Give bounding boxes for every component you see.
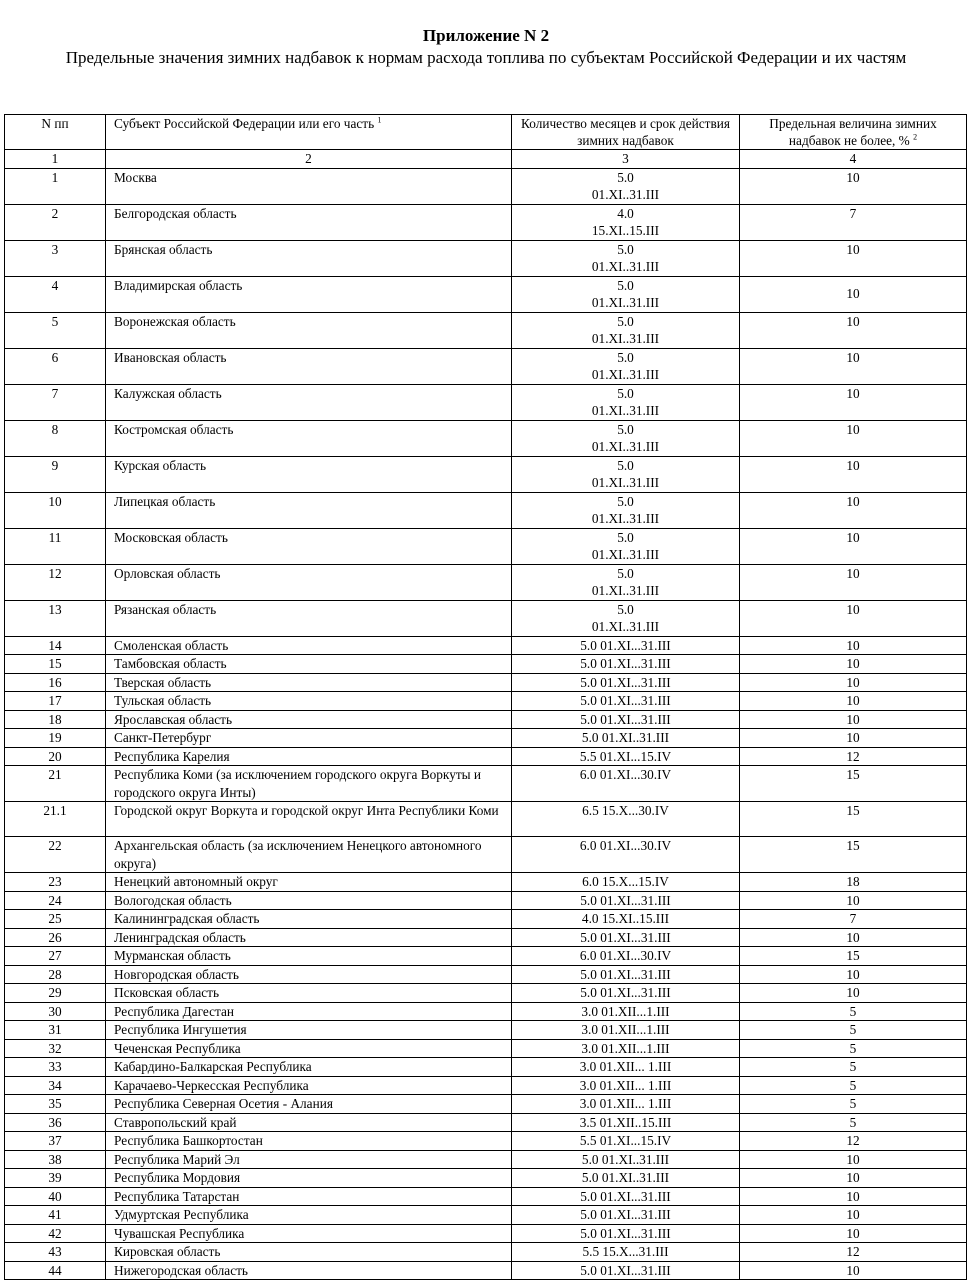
table-row bbox=[5, 204, 967, 240]
subject-name: Республика Северная Осетия - Алания bbox=[106, 1095, 512, 1114]
validity-period: 15.XI..15.III bbox=[591, 223, 660, 238]
months-count: 5.0 bbox=[617, 169, 634, 185]
table-row bbox=[5, 564, 967, 600]
winter-term: 5.0 01.XI...31.III bbox=[512, 655, 740, 674]
row-number: 24 bbox=[5, 891, 106, 910]
row-number: 9 bbox=[5, 456, 106, 492]
table-row bbox=[5, 600, 967, 636]
table-row bbox=[5, 965, 967, 984]
max-surcharge-value: 10 bbox=[740, 965, 967, 984]
subject-name: Карачаево-Черкесская Республика bbox=[106, 1076, 512, 1095]
winter-term bbox=[512, 492, 740, 528]
table-header-row bbox=[5, 115, 967, 150]
row-number: 21.1 bbox=[5, 802, 106, 837]
winter-term: 5.0 01.XI..31.III bbox=[512, 729, 740, 748]
max-surcharge-value: 10 bbox=[740, 1187, 967, 1206]
subject-name: Курская область bbox=[106, 456, 512, 492]
months-count: 5.0 bbox=[617, 349, 634, 365]
table-row bbox=[5, 910, 967, 929]
max-surcharge-value: 10 bbox=[740, 1224, 967, 1243]
max-surcharge-value: 18 bbox=[740, 873, 967, 892]
max-surcharge-value: 10 bbox=[740, 891, 967, 910]
max-surcharge-value: 10 bbox=[740, 600, 967, 636]
header-number: N пп bbox=[5, 115, 106, 150]
winter-term bbox=[512, 240, 740, 276]
table-row bbox=[5, 528, 967, 564]
subject-name: Орловская область bbox=[106, 564, 512, 600]
max-surcharge-value: 10 bbox=[740, 312, 967, 348]
winter-term: 4.0 15.XI..15.III bbox=[512, 910, 740, 929]
table-row bbox=[5, 348, 967, 384]
row-number: 29 bbox=[5, 984, 106, 1003]
max-surcharge-value: 5 bbox=[740, 1058, 967, 1077]
table-row bbox=[5, 1021, 967, 1040]
row-number: 36 bbox=[5, 1113, 106, 1132]
winter-term: 5.0 01.XI...31.III bbox=[512, 984, 740, 1003]
table-row bbox=[5, 710, 967, 729]
row-number: 1 bbox=[5, 168, 106, 204]
table-row bbox=[5, 947, 967, 966]
validity-period: 01.XI..31.III bbox=[591, 331, 660, 346]
subject-name: Брянская область bbox=[106, 240, 512, 276]
months-count: 5.0 bbox=[617, 529, 634, 545]
table-row bbox=[5, 873, 967, 892]
winter-term bbox=[512, 384, 740, 420]
row-number: 41 bbox=[5, 1206, 106, 1225]
max-surcharge-value: 10 bbox=[740, 692, 967, 711]
max-surcharge-value: 10 bbox=[740, 673, 967, 692]
table-row bbox=[5, 692, 967, 711]
winter-term: 6.0 01.XI...30.IV bbox=[512, 947, 740, 966]
subject-name: Ненецкий автономный округ bbox=[106, 873, 512, 892]
subject-name: Смоленская область bbox=[106, 636, 512, 655]
winter-term: 6.0 01.XI...30.IV bbox=[512, 837, 740, 873]
surcharge-table bbox=[4, 114, 967, 1280]
table-row bbox=[5, 655, 967, 674]
months-count: 5.0 bbox=[617, 565, 634, 581]
subject-name: Республика Татарстан bbox=[106, 1187, 512, 1206]
row-number: 15 bbox=[5, 655, 106, 674]
table-row bbox=[5, 456, 967, 492]
table-row bbox=[5, 1113, 967, 1132]
subject-name: Калужская область bbox=[106, 384, 512, 420]
max-surcharge-value: 5 bbox=[740, 1076, 967, 1095]
table-row bbox=[5, 1076, 967, 1095]
winter-term: 3.5 01.XII..15.III bbox=[512, 1113, 740, 1132]
validity-period: 01.XI..31.III bbox=[591, 259, 660, 274]
subject-name: Мурманская область bbox=[106, 947, 512, 966]
max-surcharge-value: 10 bbox=[740, 655, 967, 674]
table-row bbox=[5, 1132, 967, 1151]
validity-period: 01.XI..31.III bbox=[591, 439, 660, 454]
header-subject: Субъект Российской Федерации или его часть $^1$ bbox=[106, 115, 512, 150]
row-number: 21 bbox=[5, 766, 106, 802]
row-number: 11 bbox=[5, 528, 106, 564]
max-surcharge-value: 12 bbox=[740, 747, 967, 766]
winter-term: 3.0 01.XII... 1.III bbox=[512, 1058, 740, 1077]
max-surcharge-value: 10 bbox=[740, 729, 967, 748]
row-number: 14 bbox=[5, 636, 106, 655]
document-subtitle: Предельные значения зимних надбавок к нормам расхода топлива по субъектам Российской Федерации и их частям bbox=[65, 48, 907, 67]
months-count: 5.0 bbox=[617, 277, 634, 293]
row-number: 12 bbox=[5, 564, 106, 600]
row-number: 43 bbox=[5, 1243, 106, 1262]
winter-term: 5.5 15.X...31.III bbox=[512, 1243, 740, 1262]
max-surcharge-value: 10 bbox=[740, 1150, 967, 1169]
table-row bbox=[5, 729, 967, 748]
row-number: 8 bbox=[5, 420, 106, 456]
row-number: 20 bbox=[5, 747, 106, 766]
table-row bbox=[5, 802, 967, 837]
table-row bbox=[5, 636, 967, 655]
winter-term bbox=[512, 564, 740, 600]
table-row bbox=[5, 984, 967, 1003]
header-term: Количество месяцев и срок действия зимних надбавок bbox=[512, 115, 740, 150]
months-count: 5.0 bbox=[617, 601, 634, 617]
subject-name: Нижегородская область bbox=[106, 1261, 512, 1280]
max-surcharge-value: 5 bbox=[740, 1021, 967, 1040]
document-title: Приложение N 2 bbox=[422, 26, 550, 45]
table-row bbox=[5, 1150, 967, 1169]
row-number: 7 bbox=[5, 384, 106, 420]
row-number: 16 bbox=[5, 673, 106, 692]
max-surcharge-value: 12 bbox=[740, 1132, 967, 1151]
winter-term: 5.0 01.XI..31.III bbox=[512, 1150, 740, 1169]
validity-period: 01.XI..31.III bbox=[591, 403, 660, 418]
table-row bbox=[5, 1002, 967, 1021]
max-surcharge-value: 15 bbox=[740, 837, 967, 873]
winter-term: 5.0 01.XI...31.III bbox=[512, 965, 740, 984]
row-number: 42 bbox=[5, 1224, 106, 1243]
max-surcharge-value: 10 bbox=[740, 528, 967, 564]
footnote-mark-1: 1 bbox=[377, 115, 382, 125]
winter-term: 5.0 01.XI...31.III bbox=[512, 891, 740, 910]
table-body bbox=[5, 168, 967, 1280]
winter-term: 3.0 01.XII...1.III bbox=[512, 1039, 740, 1058]
table-row bbox=[5, 673, 967, 692]
subject-name: Вологодская область bbox=[106, 891, 512, 910]
winter-term: 3.0 01.XII...1.III bbox=[512, 1002, 740, 1021]
max-surcharge-value: 10 bbox=[740, 348, 967, 384]
max-surcharge-value: 12 bbox=[740, 1243, 967, 1262]
winter-term: 5.5 01.XI...15.IV bbox=[512, 1132, 740, 1151]
max-surcharge-value: 10 bbox=[740, 240, 967, 276]
subject-name: Московская область bbox=[106, 528, 512, 564]
row-number: 22 bbox=[5, 837, 106, 873]
winter-term: 5.0 01.XI...31.III bbox=[512, 710, 740, 729]
header-value: Предельная величина зимних надбавок не более, % $^2$ bbox=[740, 115, 967, 150]
subject-name: Белгородская область bbox=[106, 204, 512, 240]
table-row bbox=[5, 1261, 967, 1280]
winter-term: 5.0 01.XI...31.III bbox=[512, 928, 740, 947]
subject-name: Городской округ Воркута и городской округ Инта Республики Коми bbox=[106, 802, 512, 837]
table-row bbox=[5, 312, 967, 348]
row-number: 5 bbox=[5, 312, 106, 348]
winter-term: 3.0 01.XII... 1.III bbox=[512, 1095, 740, 1114]
max-surcharge-value: 7 bbox=[740, 910, 967, 929]
max-surcharge-value: 7 bbox=[740, 204, 967, 240]
table-row bbox=[5, 492, 967, 528]
validity-period: 01.XI..31.III bbox=[591, 583, 660, 598]
table-row bbox=[5, 1206, 967, 1225]
subject-name: Кировская область bbox=[106, 1243, 512, 1262]
row-number: 37 bbox=[5, 1132, 106, 1151]
row-number: 3 bbox=[5, 240, 106, 276]
row-number: 28 bbox=[5, 965, 106, 984]
subject-name: Республика Мордовия bbox=[106, 1169, 512, 1188]
subject-name: Республика Марий Эл bbox=[106, 1150, 512, 1169]
validity-period: 01.XI..31.III bbox=[591, 619, 660, 634]
months-count: 5.0 bbox=[617, 493, 634, 509]
row-number: 40 bbox=[5, 1187, 106, 1206]
row-number: 44 bbox=[5, 1261, 106, 1280]
subject-name: Чувашская Республика bbox=[106, 1224, 512, 1243]
row-number: 38 bbox=[5, 1150, 106, 1169]
validity-period: 01.XI..31.III bbox=[591, 367, 660, 382]
subject-name: Костромская область bbox=[106, 420, 512, 456]
subject-name: Республика Карелия bbox=[106, 747, 512, 766]
subject-name: Ярославская область bbox=[106, 710, 512, 729]
subject-name: Ставропольский край bbox=[106, 1113, 512, 1132]
months-count: 5.0 bbox=[617, 385, 634, 401]
column-number: 4 bbox=[740, 150, 967, 169]
table-row bbox=[5, 384, 967, 420]
max-surcharge-value: 10 bbox=[740, 928, 967, 947]
max-surcharge-value: 10 bbox=[740, 1206, 967, 1225]
max-surcharge-value: 10 bbox=[740, 384, 967, 420]
row-number: 6 bbox=[5, 348, 106, 384]
row-number: 19 bbox=[5, 729, 106, 748]
table-row bbox=[5, 1095, 967, 1114]
column-number: 1 bbox=[5, 150, 106, 169]
months-count: 5.0 bbox=[617, 457, 634, 473]
row-number: 30 bbox=[5, 1002, 106, 1021]
winter-term bbox=[512, 348, 740, 384]
row-number: 18 bbox=[5, 710, 106, 729]
months-count: 5.0 bbox=[617, 313, 634, 329]
winter-term: 5.0 01.XI..31.III bbox=[512, 1169, 740, 1188]
winter-term: 5.0 01.XI...31.III bbox=[512, 692, 740, 711]
row-number: 34 bbox=[5, 1076, 106, 1095]
winter-term: 6.5 15.X...30.IV bbox=[512, 802, 740, 837]
max-surcharge-value: 5 bbox=[740, 1039, 967, 1058]
table-row bbox=[5, 891, 967, 910]
subject-name: Тамбовская область bbox=[106, 655, 512, 674]
table-row bbox=[5, 276, 967, 312]
winter-term bbox=[512, 456, 740, 492]
winter-term bbox=[512, 312, 740, 348]
validity-period: 01.XI..31.III bbox=[591, 511, 660, 526]
subject-name: Воронежская область bbox=[106, 312, 512, 348]
row-number: 25 bbox=[5, 910, 106, 929]
max-surcharge-value: 10 bbox=[740, 564, 967, 600]
max-surcharge-value: 15 bbox=[740, 947, 967, 966]
subject-name: Тверская область bbox=[106, 673, 512, 692]
row-number: 4 bbox=[5, 276, 106, 312]
table-row bbox=[5, 1224, 967, 1243]
months-count: 5.0 bbox=[617, 241, 634, 257]
winter-term: 5.0 01.XI...31.III bbox=[512, 636, 740, 655]
max-surcharge-value: 15 bbox=[740, 766, 967, 802]
max-surcharge-value: 5 bbox=[740, 1002, 967, 1021]
winter-term bbox=[512, 600, 740, 636]
row-number: 26 bbox=[5, 928, 106, 947]
subject-name: Владимирская область bbox=[106, 276, 512, 312]
table-row bbox=[5, 1039, 967, 1058]
winter-term: 6.0 01.XI...30.IV bbox=[512, 766, 740, 802]
column-number-row bbox=[5, 150, 967, 169]
subject-name: Псковская область bbox=[106, 984, 512, 1003]
row-number: 2 bbox=[5, 204, 106, 240]
row-number: 13 bbox=[5, 600, 106, 636]
row-number: 32 bbox=[5, 1039, 106, 1058]
winter-term bbox=[512, 420, 740, 456]
winter-term: 5.0 01.XI...31.III bbox=[512, 673, 740, 692]
subject-name: Калининградская область bbox=[106, 910, 512, 929]
validity-period: 01.XI..31.III bbox=[591, 295, 660, 310]
winter-term: 5.0 01.XI...31.III bbox=[512, 1206, 740, 1225]
winter-term bbox=[512, 204, 740, 240]
subject-name: Москва bbox=[106, 168, 512, 204]
subject-name: Кабардино-Балкарская Республика bbox=[106, 1058, 512, 1077]
months-count: 5.0 bbox=[617, 421, 634, 437]
max-surcharge-value: 10 bbox=[740, 984, 967, 1003]
subject-name: Чеченская Республика bbox=[106, 1039, 512, 1058]
max-surcharge-value: 15 bbox=[740, 802, 967, 837]
subject-name: Тульская область bbox=[106, 692, 512, 711]
table-row bbox=[5, 1169, 967, 1188]
table-row bbox=[5, 168, 967, 204]
winter-term bbox=[512, 276, 740, 312]
validity-period: 01.XI..31.III bbox=[591, 547, 660, 562]
subject-name: Санкт-Петербург bbox=[106, 729, 512, 748]
table-row bbox=[5, 928, 967, 947]
subject-name: Республика Ингушетия bbox=[106, 1021, 512, 1040]
winter-term: 3.0 01.XII... 1.III bbox=[512, 1076, 740, 1095]
row-number: 31 bbox=[5, 1021, 106, 1040]
max-surcharge-value: 10 bbox=[740, 168, 967, 204]
max-surcharge-value: 10 bbox=[740, 420, 967, 456]
winter-term: 3.0 01.XII...1.III bbox=[512, 1021, 740, 1040]
max-surcharge-value: 10 bbox=[740, 1261, 967, 1280]
winter-term: 5.0 01.XI...31.III bbox=[512, 1187, 740, 1206]
validity-period: 01.XI..31.III bbox=[591, 187, 660, 202]
winter-term: 5.5 01.XI...15.IV bbox=[512, 747, 740, 766]
subject-name: Новгородская область bbox=[106, 965, 512, 984]
max-surcharge-value: 10 bbox=[740, 636, 967, 655]
row-number: 17 bbox=[5, 692, 106, 711]
max-surcharge-value: 10 bbox=[740, 492, 967, 528]
max-surcharge-value: 5 bbox=[740, 1113, 967, 1132]
footnote-mark-2: 2 bbox=[913, 132, 918, 142]
column-number: 3 bbox=[512, 150, 740, 169]
table-row bbox=[5, 420, 967, 456]
max-surcharge-value: 5 bbox=[740, 1095, 967, 1114]
subject-name: Липецкая область bbox=[106, 492, 512, 528]
subject-name: Ленинградская область bbox=[106, 928, 512, 947]
subject-name: Рязанская область bbox=[106, 600, 512, 636]
months-count: 4.0 bbox=[617, 205, 634, 221]
subject-name: Республика Коми (за исключением городского округа Воркуты и городского округа Инты) bbox=[106, 766, 512, 802]
winter-term: 5.0 01.XI...31.III bbox=[512, 1261, 740, 1280]
winter-term: 6.0 15.X...15.IV bbox=[512, 873, 740, 892]
winter-term: 5.0 01.XI...31.III bbox=[512, 1224, 740, 1243]
subject-name: Архангельская область (за исключением Ненецкого автономного округа) bbox=[106, 837, 512, 873]
row-number: 39 bbox=[5, 1169, 106, 1188]
max-surcharge-value: 10 bbox=[740, 1169, 967, 1188]
column-number: 2 bbox=[106, 150, 512, 169]
table-row bbox=[5, 1058, 967, 1077]
table-row bbox=[5, 240, 967, 276]
row-number: 35 bbox=[5, 1095, 106, 1114]
table-row bbox=[5, 837, 967, 873]
row-number: 33 bbox=[5, 1058, 106, 1077]
subject-name: Удмуртская Республика bbox=[106, 1206, 512, 1225]
table-row bbox=[5, 766, 967, 802]
table-row bbox=[5, 1187, 967, 1206]
max-surcharge-value: 10 bbox=[740, 710, 967, 729]
winter-term bbox=[512, 168, 740, 204]
max-surcharge-value: 10 bbox=[740, 276, 967, 312]
subject-name: Ивановская область bbox=[106, 348, 512, 384]
validity-period: 01.XI..31.III bbox=[591, 475, 660, 490]
subject-name: Республика Дагестан bbox=[106, 1002, 512, 1021]
subject-name: Республика Башкортостан bbox=[106, 1132, 512, 1151]
winter-term bbox=[512, 528, 740, 564]
table-row bbox=[5, 747, 967, 766]
row-number: 27 bbox=[5, 947, 106, 966]
row-number: 10 bbox=[5, 492, 106, 528]
row-number: 23 bbox=[5, 873, 106, 892]
table-row bbox=[5, 1243, 967, 1262]
max-surcharge-value: 10 bbox=[740, 456, 967, 492]
